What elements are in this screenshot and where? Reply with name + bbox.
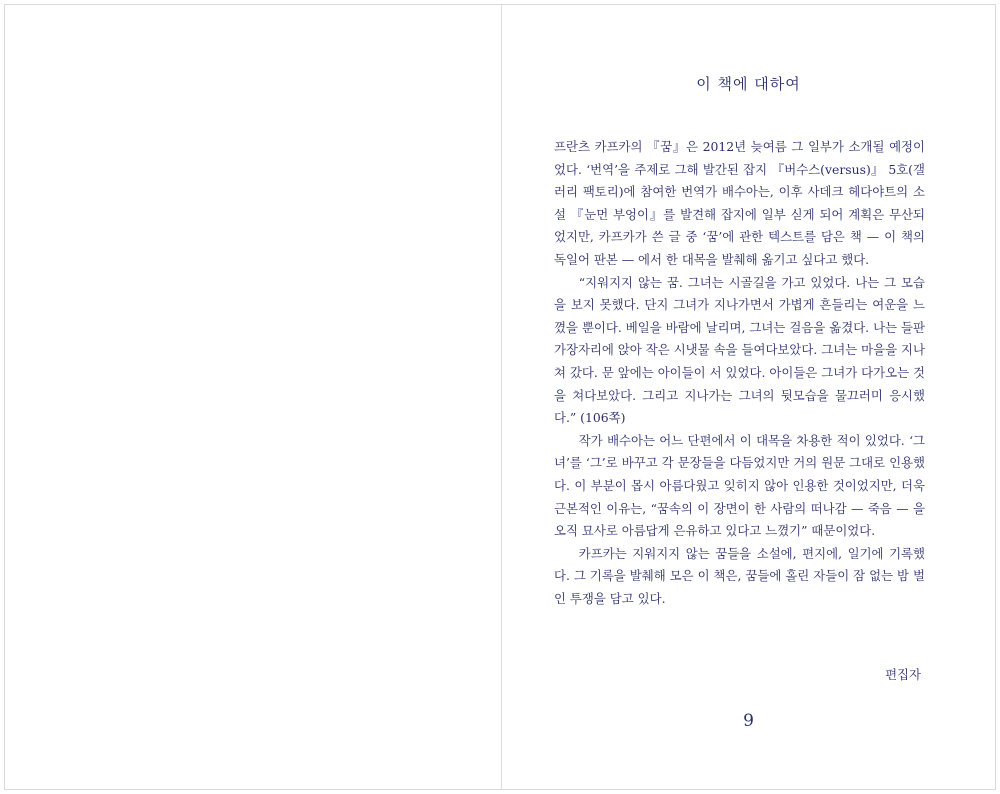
paragraph-4: 카프카는 지워지지 않는 꿈들을 소설에, 편지에, 일기에 기록했다. 그 기록을 발췌해 모은 이 책은, 꿈들에 홀린 자들이 잠 없는 밤 벌인 투쟁을 담고 있다. [554, 545, 925, 606]
paragraph-3: 작가 배수아는 어느 단편에서 이 대목을 차용한 적이 있었다. ‘그녀’를 ‘그’로 바꾸고 각 문장들을 다듬었지만 거의 원문 그대로 인용했다. 이 부분이 몹시 아름다웠고 잊히지 않아 인용한 것이었지만, 더욱 근본적인 이유는, “꿈속의 이 장면이 한 사람의 떠나감 — 죽음 — 을 오직 묘사로 아름답게 은유하고 있다고 느꼈기” 때문이었다. [554, 432, 925, 539]
left-page-blank [5, 5, 501, 789]
page-number: 9 [743, 711, 754, 731]
paragraph-2-quote: “지워지지 않는 꿈. 그녀는 시골길을 가고 있었다. 나는 그 모습을 보지 못했다. 단지 그녀가 지나가면서 가볍게 흔들리는 여운을 느꼈을 뿐이다. 베일을 바람에 날리며, 그녀는 걸음을 옮겼다. 나는 들판 가장자리에 앉아 작은 시냇물 속을 들여다보았다. 그녀는 마을을 지나쳐 갔다. 문 앞에는 아이들이 서 있었다. 아이들은 그녀가 다가오는 것을 쳐다보았다. 그리고 지나가는 그녀의 뒷모습을 물끄러미 응시했다.” (106쪽) [554, 274, 925, 426]
editor-signature: 편집자 [885, 667, 921, 682]
book-spread [4, 4, 996, 790]
paragraph-1: 프란츠 카프카의 『꿈』은 2012년 늦여름 그 일부가 소개될 예정이었다. ‘번역’을 주제로 그해 발간된 잡지 『버수스(versus)』 5호(갤러리 팩토리)에 참여한 번역가 배수아는, 이후 사데크 헤다야트의 소설 『눈먼 부엉이』를 발견해 잡지에 일부 싣게 되어 계획은 무산되었지만, 카프카가 쓴 글 중 ‘꿈’에 관한 텍스트를 담은 책 — 이 책의 독일어 판본 — 에서 한 대목을 발췌해 옮기고 싶다고 했다. [554, 139, 925, 267]
right-page [502, 5, 995, 789]
page-title: 이 책에 대하여 [696, 75, 801, 93]
body-text [554, 136, 925, 610]
